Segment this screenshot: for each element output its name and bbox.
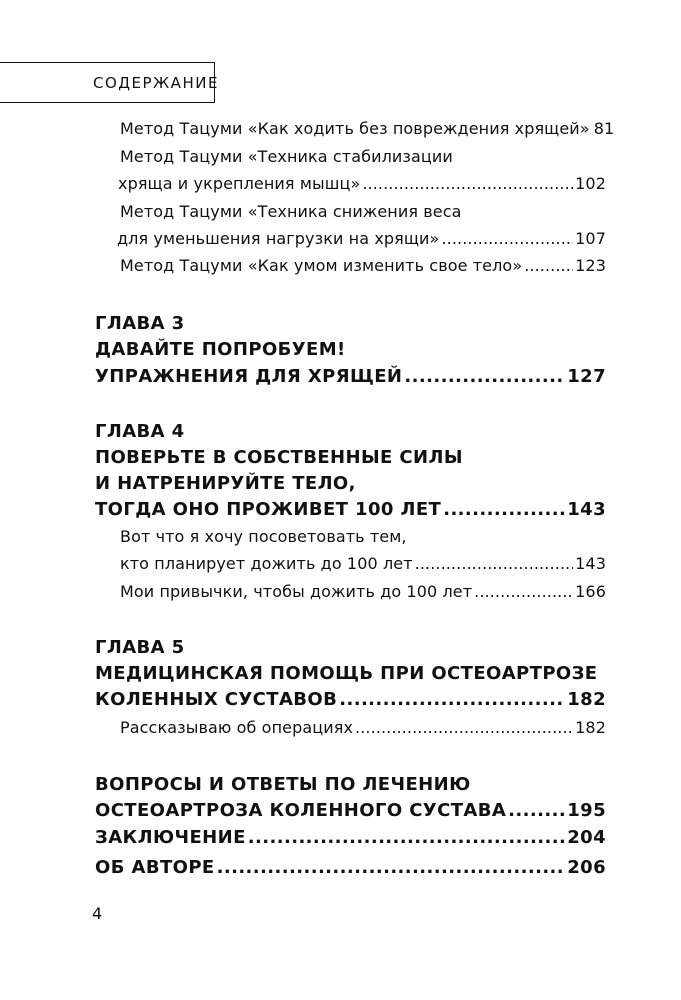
chapter-label: ГЛАВА 5 bbox=[95, 637, 185, 658]
toc-leader-dots bbox=[441, 229, 573, 249]
toc-entry-page: 107 bbox=[575, 229, 606, 248]
chapter-title: ПОВЕРЬТЕ В СОБСТВЕННЫЕ СИЛЫ bbox=[95, 447, 463, 468]
toc-entry[interactable] bbox=[120, 527, 606, 547]
toc-entry[interactable] bbox=[120, 718, 606, 738]
toc-entry-title: хряща и укрепления мышц» bbox=[118, 174, 361, 193]
page-number: 4 bbox=[92, 904, 103, 923]
toc-entry-title: Мои привычки, чтобы дожить до 100 лет bbox=[120, 582, 473, 601]
chapter-title: КОЛЕННЫХ СУСТАВОВ bbox=[95, 689, 338, 710]
toc-entry-title: кто планирует дожить до 100 лет bbox=[120, 554, 413, 573]
toc-entry-page: 143 bbox=[567, 499, 606, 520]
toc-entry-page: 143 bbox=[575, 554, 606, 573]
toc-entry-page: 123 bbox=[575, 256, 606, 275]
toc-entry[interactable] bbox=[120, 202, 606, 222]
chapter-title: ДАВАЙТЕ ПОПРОБУЕМ! bbox=[95, 339, 346, 360]
chapter-heading[interactable] bbox=[95, 473, 606, 495]
toc-leader-dots bbox=[404, 366, 565, 388]
chapter-heading[interactable] bbox=[95, 313, 606, 335]
toc-entry-page: 204 bbox=[567, 827, 606, 848]
toc-entry-page: 195 bbox=[567, 800, 606, 821]
toc-entry[interactable] bbox=[120, 256, 606, 276]
chapter-title: ОСТЕОАРТРОЗА КОЛЕННОГО СУСТАВА bbox=[95, 800, 507, 821]
chapter-heading[interactable] bbox=[95, 447, 606, 469]
toc-leader-dots bbox=[355, 718, 573, 738]
chapter-heading[interactable] bbox=[95, 774, 606, 796]
chapter-heading[interactable] bbox=[95, 857, 606, 879]
toc-entry-title: для уменьшения нагрузки на хрящи» bbox=[117, 229, 440, 248]
chapter-title: УПРАЖНЕНИЯ ДЛЯ ХРЯЩЕЙ bbox=[95, 366, 403, 387]
chapter-heading[interactable] bbox=[95, 637, 606, 659]
toc-entry-title: Метод Тацуми «Как умом изменить свое тело» bbox=[120, 256, 523, 275]
toc-entry-page: 102 bbox=[575, 174, 606, 193]
toc-entry[interactable] bbox=[120, 582, 606, 602]
chapter-label: ГЛАВА 4 bbox=[95, 421, 185, 442]
toc-entry-page: 127 bbox=[567, 366, 606, 387]
chapter-heading[interactable] bbox=[95, 421, 606, 443]
toc-entry[interactable] bbox=[120, 554, 606, 574]
chapter-heading[interactable] bbox=[95, 499, 606, 521]
toc-entry-page: 166 bbox=[575, 582, 606, 601]
chapter-title: И НАТРЕНИРУЙТЕ ТЕЛО, bbox=[95, 473, 356, 494]
toc-entry-title: Метод Тацуми «Как ходить без повреждения хрящей» bbox=[120, 119, 590, 138]
toc-leader-dots bbox=[474, 582, 573, 602]
toc-entry[interactable] bbox=[120, 147, 606, 167]
toc-entry-page: 81 bbox=[593, 119, 615, 138]
toc-entry[interactable] bbox=[120, 119, 615, 139]
chapter-title: ВОПРОСЫ И ОТВЕТЫ ПО ЛЕЧЕНИЮ bbox=[95, 774, 471, 795]
toc-entry[interactable] bbox=[117, 229, 606, 249]
toc-leader-dots bbox=[524, 256, 573, 276]
toc-leader-dots bbox=[443, 499, 565, 521]
toc-leader-dots bbox=[415, 554, 574, 574]
toc-leader-dots bbox=[217, 857, 566, 879]
toc-entry-title: Вот что я хочу посоветовать тем, bbox=[120, 527, 407, 546]
toc-entry-title: Рассказываю об операциях bbox=[120, 718, 354, 737]
toc-entry-title: Метод Тацуми «Техника снижения веса bbox=[120, 202, 462, 221]
toc-leader-dots bbox=[508, 800, 565, 822]
chapter-title: ТОГДА ОНО ПРОЖИВЕТ 100 ЛЕТ bbox=[95, 499, 442, 520]
toc-leader-dots bbox=[362, 174, 573, 194]
toc-entry[interactable] bbox=[120, 174, 606, 194]
chapter-title: ЗАКЛЮЧЕНИЕ bbox=[95, 827, 246, 848]
chapter-heading[interactable] bbox=[95, 366, 606, 388]
chapter-title: ОБ АВТОРЕ bbox=[95, 857, 215, 878]
page-header-title: СОДЕРЖАНИЕ bbox=[93, 74, 219, 92]
chapter-heading[interactable] bbox=[95, 663, 606, 685]
chapter-heading[interactable] bbox=[95, 800, 606, 822]
chapter-title: МЕДИЦИНСКАЯ ПОМОЩЬ ПРИ ОСТЕОАРТРОЗЕ bbox=[95, 663, 598, 684]
chapter-label: ГЛАВА 3 bbox=[95, 313, 185, 334]
toc-entry-title: Метод Тацуми «Техника стабилизации bbox=[120, 147, 453, 166]
toc-leader-dots bbox=[339, 689, 565, 711]
toc-entry-page: 182 bbox=[575, 718, 606, 737]
toc-entry-page: 206 bbox=[567, 857, 606, 878]
toc-leader-dots bbox=[248, 827, 565, 849]
toc-entry-page: 182 bbox=[567, 689, 606, 710]
chapter-heading[interactable] bbox=[95, 827, 606, 849]
chapter-heading[interactable] bbox=[95, 689, 606, 711]
chapter-heading[interactable] bbox=[95, 339, 606, 361]
